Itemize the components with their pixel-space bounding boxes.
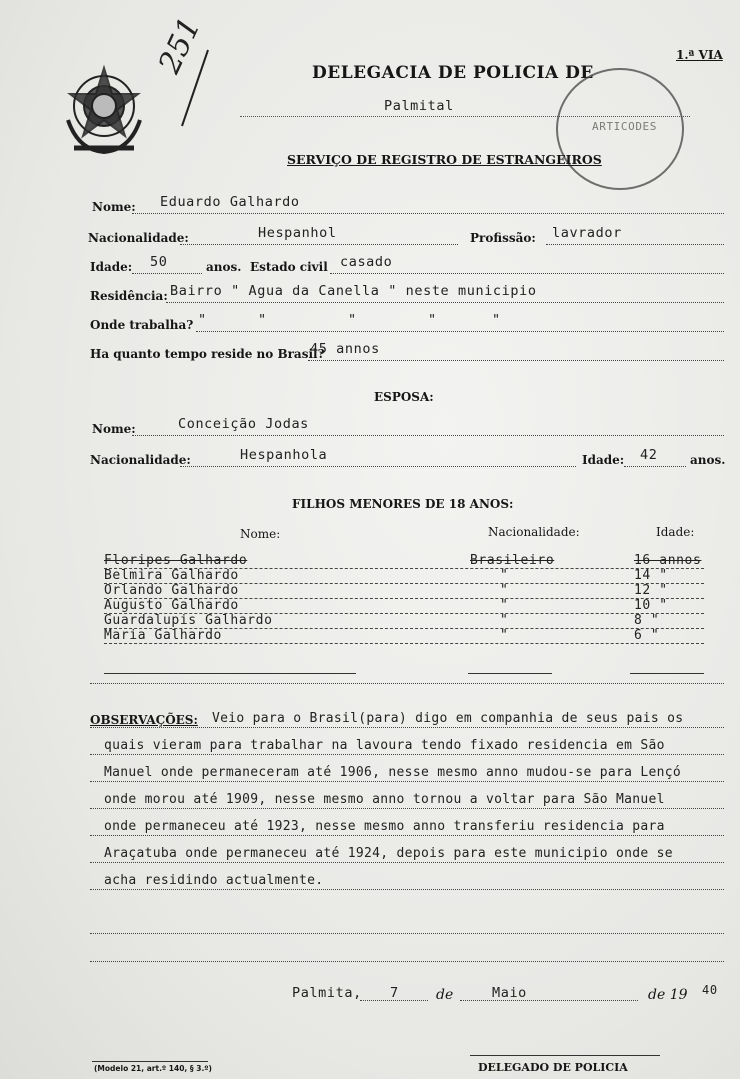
observation-rule: [90, 808, 724, 809]
service-title: SERVIÇO DE REGISTRO DE ESTRANGEIROS: [287, 152, 602, 167]
brazil-coat-of-arms-emblem: [58, 60, 150, 158]
child-age: 14 ": [634, 568, 668, 583]
residence-label: Residência:: [90, 289, 168, 303]
via-label: 1.ª VIA: [676, 48, 723, 62]
spouse-age-unit: anos.: [690, 453, 726, 467]
observations-blank-line: [90, 961, 724, 962]
nationality-line: [180, 244, 458, 245]
child-name: Guardalupis Galhardo: [104, 613, 273, 628]
children-heading: FILHOS MENORES DE 18 ANOS:: [292, 497, 514, 511]
children-nat-end-line: [468, 673, 552, 674]
child-age: 8 ": [634, 613, 660, 628]
child-name: Belmira Galhardo: [104, 568, 239, 583]
children-age-end-line: [630, 673, 704, 674]
stamp-text: ARTICODES: [592, 120, 658, 133]
page-title: DELEGACIA DE POLICIA DE: [312, 63, 594, 83]
work-mark: ": [258, 312, 267, 328]
spouse-nationality-value: Hespanhola: [240, 447, 328, 463]
observation-line: onde permaneceu até 1923, nesse mesmo anno transferiu residencia para: [104, 819, 665, 834]
work-line: [196, 331, 724, 332]
child-nationality: ": [500, 598, 509, 613]
child-age: 12 ": [634, 583, 668, 598]
observations-blank-line: [90, 933, 724, 934]
observation-rule: [90, 835, 724, 836]
name-value: Eduardo Galhardo: [160, 194, 300, 210]
child-nationality: ": [500, 613, 509, 628]
observation-line: Veio para o Brasil(para) digo em companhia de seus pais os: [212, 711, 684, 726]
children-col-name: Nome:: [240, 527, 281, 541]
profession-label: Profissão:: [470, 231, 536, 245]
date-de-1: de: [436, 987, 454, 1003]
date-year-suffix: 40: [702, 983, 718, 997]
observation-rule: [90, 781, 724, 782]
observation-rule: [90, 754, 724, 755]
spouse-name-line: [132, 435, 724, 436]
work-mark: ": [348, 312, 357, 328]
children-footer-line: [90, 683, 724, 684]
residence-value: Bairro " Agua da Canella " neste municipio: [170, 283, 537, 299]
civil-status-value: casado: [340, 254, 393, 270]
work-label: Onde trabalha?: [90, 318, 194, 332]
observation-rule: [90, 889, 724, 890]
work-mark: ": [198, 312, 207, 328]
work-mark: ": [492, 312, 501, 328]
child-nationality: ": [500, 583, 509, 598]
age-label: Idade:: [90, 260, 133, 274]
observation-line: Manuel onde permaneceram até 1906, nesse mesmo anno mudou-se para Lençó: [104, 765, 681, 780]
civil-status-line: [330, 273, 724, 274]
child-nationality: ": [500, 568, 509, 583]
observation-line: quais vieram para trabalhar na lavoura tendo fixado residencia em São: [104, 738, 665, 753]
child-nationality: Brasileiro: [470, 553, 555, 568]
child-name: Orlando Galhardo: [104, 583, 239, 598]
residence-line: [166, 302, 724, 303]
observation-rule: [90, 862, 724, 863]
nationality-value: Hespanhol: [258, 225, 337, 241]
child-age: 16 annos: [634, 553, 702, 568]
spouse-age-line: [624, 466, 686, 467]
children-col-age: Idade:: [656, 525, 695, 539]
children-col-nationality: Nacionalidade:: [488, 525, 580, 539]
observation-rule: [90, 727, 724, 728]
profession-value: lavrador: [552, 225, 622, 241]
date-month-line: [460, 1000, 638, 1001]
civil-status-label: Estado civil: [250, 260, 328, 274]
spouse-name-value: Conceição Jodas: [178, 416, 309, 432]
work-mark: ": [428, 312, 437, 328]
age-line: [132, 273, 202, 274]
age-value: 50: [150, 254, 168, 270]
observation-line: Araçatuba onde permaneceu até 1924, depois para este municipio onde se: [104, 846, 673, 861]
spouse-nationality-label: Nacionalidade:: [90, 453, 191, 467]
spouse-age-label: Idade:: [582, 453, 625, 467]
child-age: 6 ": [634, 628, 660, 643]
time-in-brazil-value: 45 annos: [310, 341, 380, 357]
name-label: Nome:: [92, 200, 136, 214]
age-unit: anos.: [206, 260, 242, 274]
observation-line: acha residindo actualmente.: [104, 873, 324, 888]
child-name: Augusto Galhardo: [104, 598, 239, 613]
date-year-prefix: de 19: [648, 987, 688, 1003]
observation-line: onde morou até 1909, nesse mesmo anno tornou a voltar para São Manuel: [104, 792, 665, 807]
signature-label: DELEGADO DE POLICIA: [478, 1061, 628, 1074]
child-row-line: [104, 643, 704, 644]
model-reference: (Modelo 21, art.º 140, § 3.º): [94, 1064, 212, 1073]
official-stamp: [556, 68, 684, 190]
name-line: [132, 213, 724, 214]
child-nationality: ": [500, 628, 509, 643]
handwritten-number: 251: [152, 12, 208, 79]
model-line: [92, 1061, 208, 1062]
date-month: Maio: [492, 985, 527, 1001]
spouse-nationality-line: [180, 466, 576, 467]
profession-line: [546, 244, 724, 245]
spouse-name-label: Nome:: [92, 422, 136, 436]
spouse-age-value: 42: [640, 447, 658, 463]
date-day: 7: [390, 985, 399, 1001]
time-in-brazil-line: [308, 360, 724, 361]
handwritten-slash: [178, 48, 212, 128]
child-age: 10 ": [634, 598, 668, 613]
observations-label: OBSERVAÇÕES:: [90, 713, 198, 727]
child-name: Maria Galhardo: [104, 628, 222, 643]
nationality-label: Nacionalidade:: [88, 231, 189, 245]
spouse-heading: ESPOSA:: [374, 390, 434, 404]
children-name-end-line: [104, 673, 356, 674]
time-in-brazil-label: Ha quanto tempo reside no Brasil?: [90, 347, 325, 361]
child-name: Floripes Galhardo: [104, 553, 248, 568]
signature-line: [470, 1055, 660, 1056]
city-value: Palmital: [384, 98, 454, 114]
date-city: Palmita,: [292, 985, 362, 1001]
